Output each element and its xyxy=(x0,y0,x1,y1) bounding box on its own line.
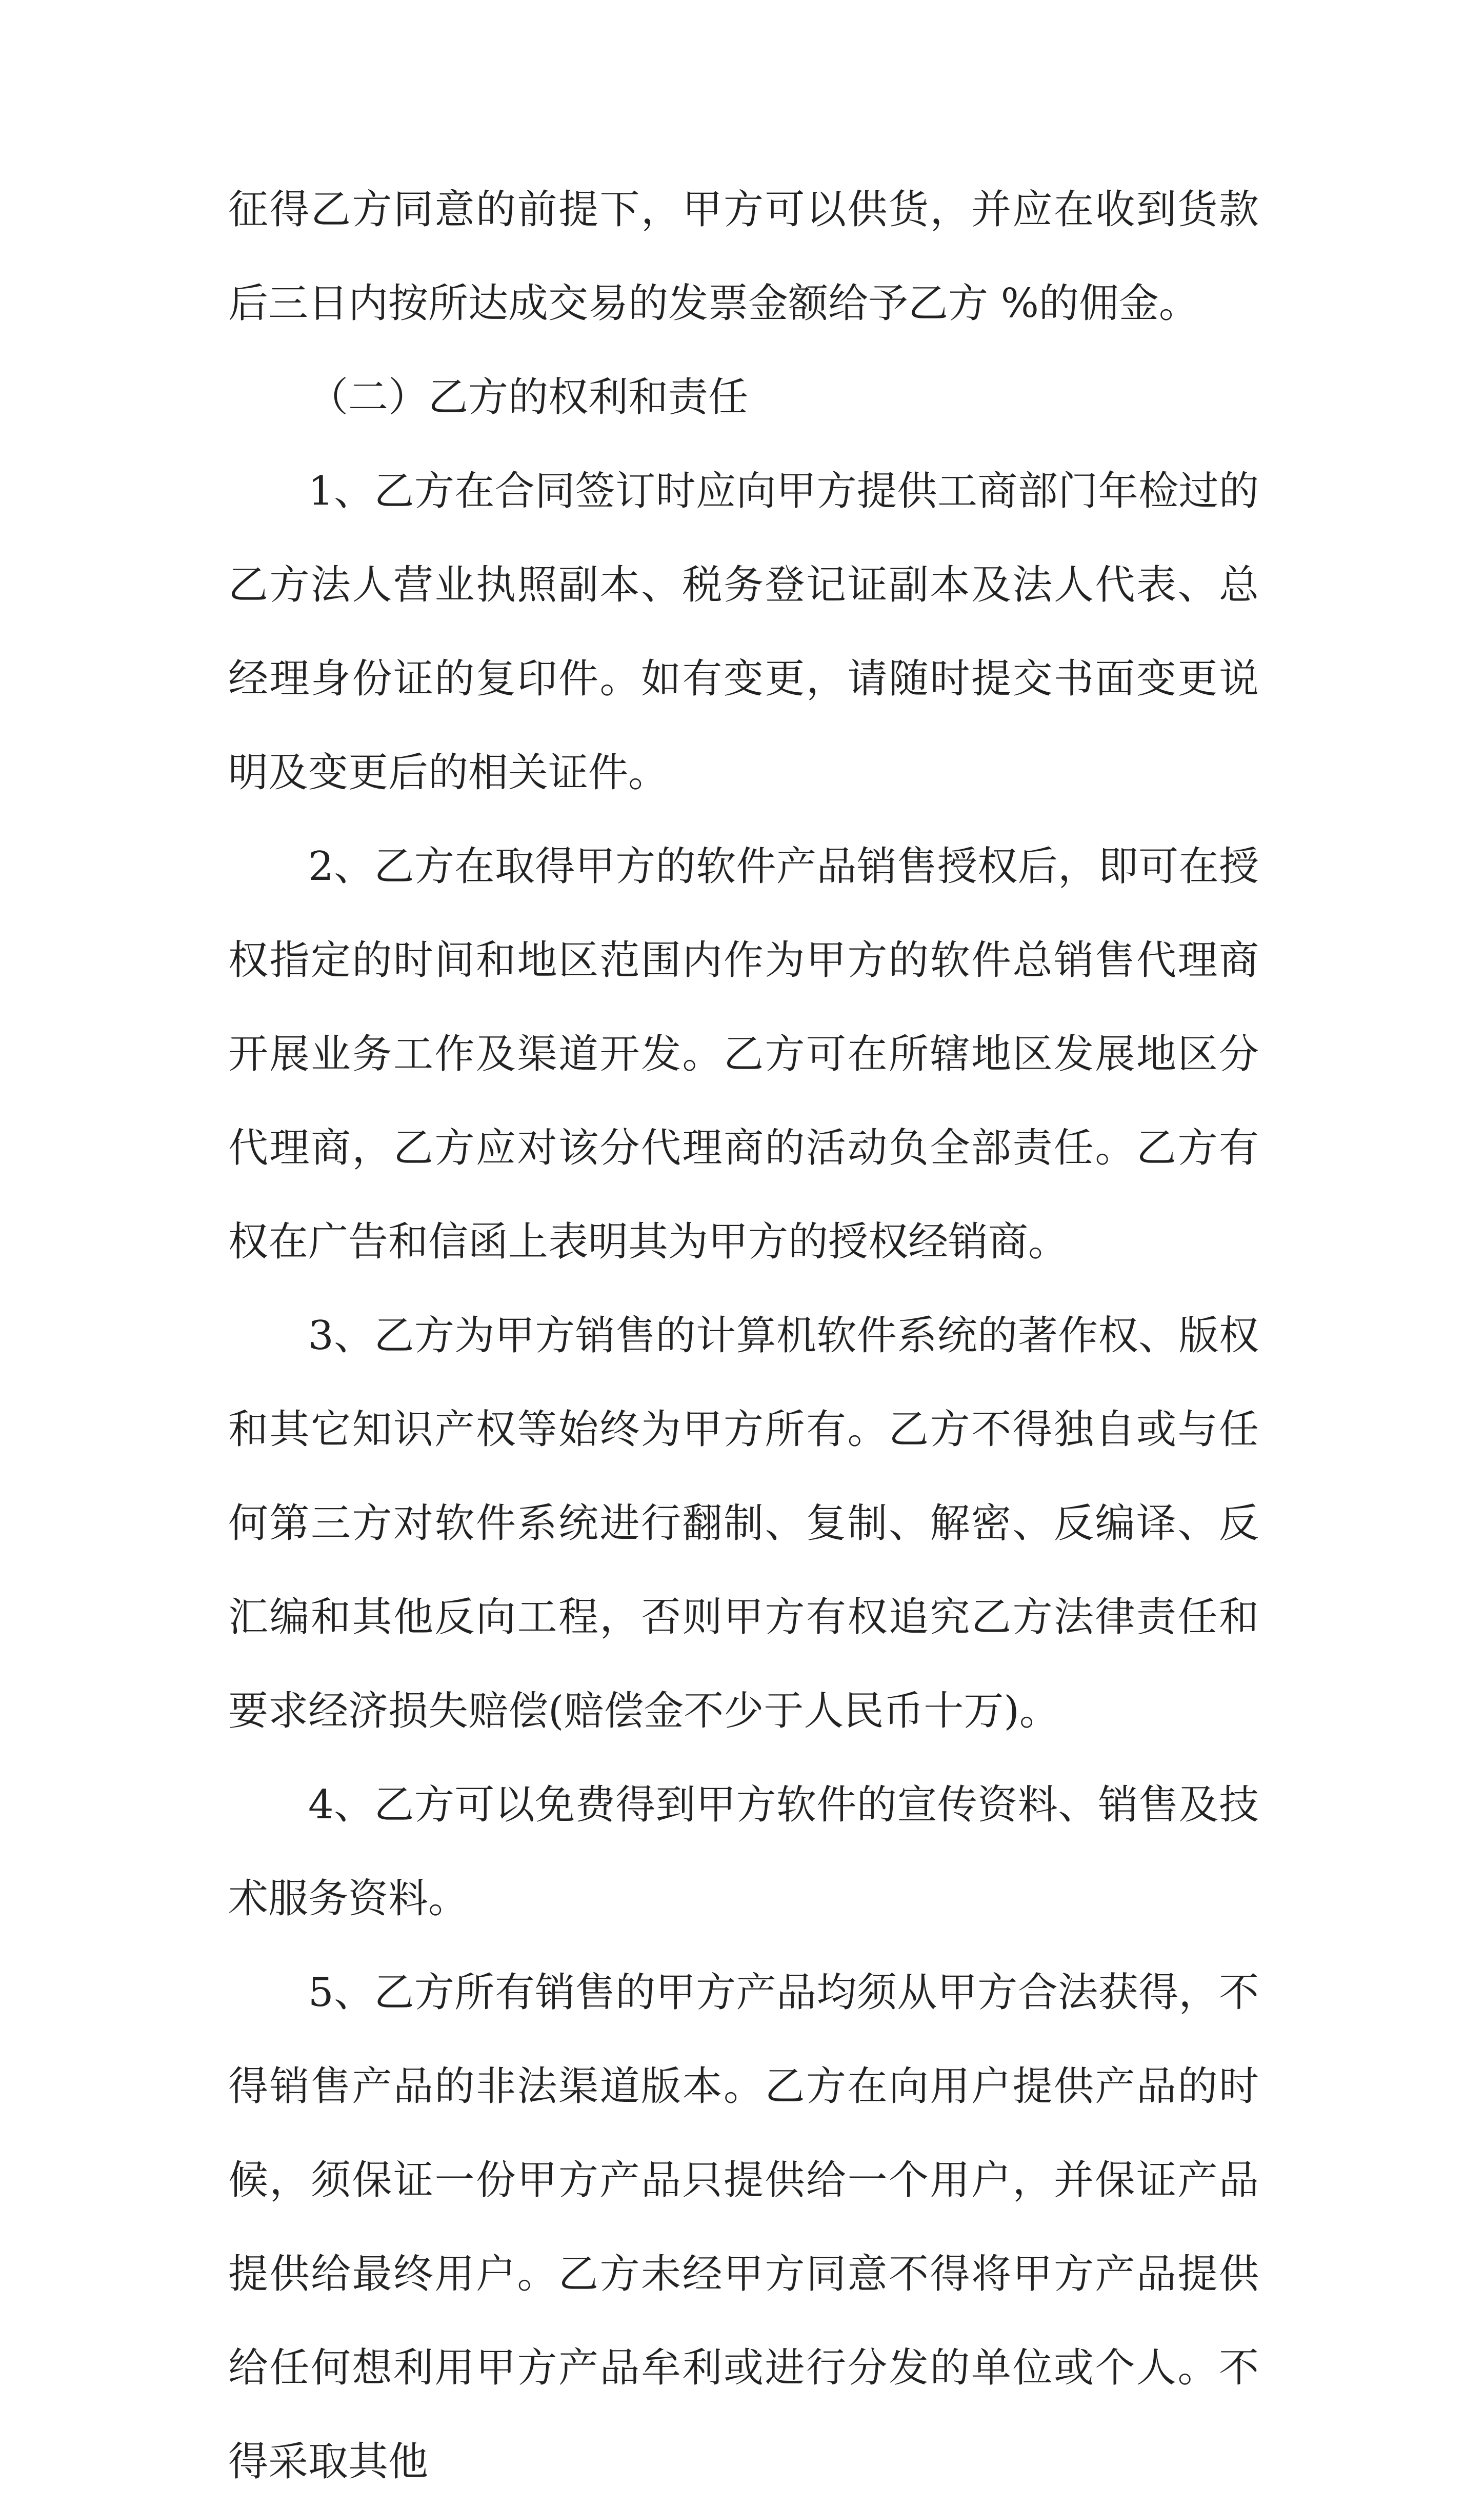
paragraph-clause-4: 4、乙方可以免费得到甲方软件的宣传资料、销售及技术服务资料。 xyxy=(228,1782,1259,1922)
paragraph-clause-1: 1、乙方在合同签订时应向甲方提供工商部门年检过的乙方法人营业执照副本、税务登记证副本及法人代表、总经理身份证的复印件。如有变更，请随时提交书面变更说明及变更后的相关证件。 xyxy=(228,468,1259,796)
paragraph-clause-5: 5、乙方所有销售的甲方产品均须从甲方合法获得，不得销售产品的非法渠道版本。乙方在向用户提供产品的时候，须保证一份甲方产品只提供给一个用户，并保证产品提供给最终用户。乙方未经甲方同意不得将甲方产品提供给任何想利用甲方产品牟利或进行分发的单位或个人。不得采取其他 xyxy=(228,1970,1259,2485)
paragraph-clause-3: 3、乙方为甲方销售的计算机软件系统的著作权、版权和其它知识产权等始终为甲方所有。乙方不得独自或与任何第三方对软件系统进行翻制、复制、解密、反编译、反汇编和其他反向工程，否则甲方有权追究乙方法律责任和要求经济损失赔偿(赔偿金不少于人民币十万)。 xyxy=(228,1313,1259,1734)
paragraph-continuation: 征得乙方同意的前提下，甲方可以供货，并应在收到货款后三日内按所达成交易的发票金额给予乙方 %的佣金。 xyxy=(228,187,1259,327)
document-body xyxy=(228,163,1259,2509)
paragraph-clause-2: 2、乙方在取得甲方的软件产品销售授权后，即可在授权指定的时间和地区范围内作为甲方的软件总销售代理商开展业务工作及渠道开发。乙方可在所辖地区发展地区分代理商，乙方应对该分代理商的活动负全部责任。乙方有权在广告和信函上表明其为甲方的授权经销商。 xyxy=(228,844,1259,1265)
section-heading-party-b-rights: （二）乙方的权利和责任 xyxy=(308,374,749,420)
